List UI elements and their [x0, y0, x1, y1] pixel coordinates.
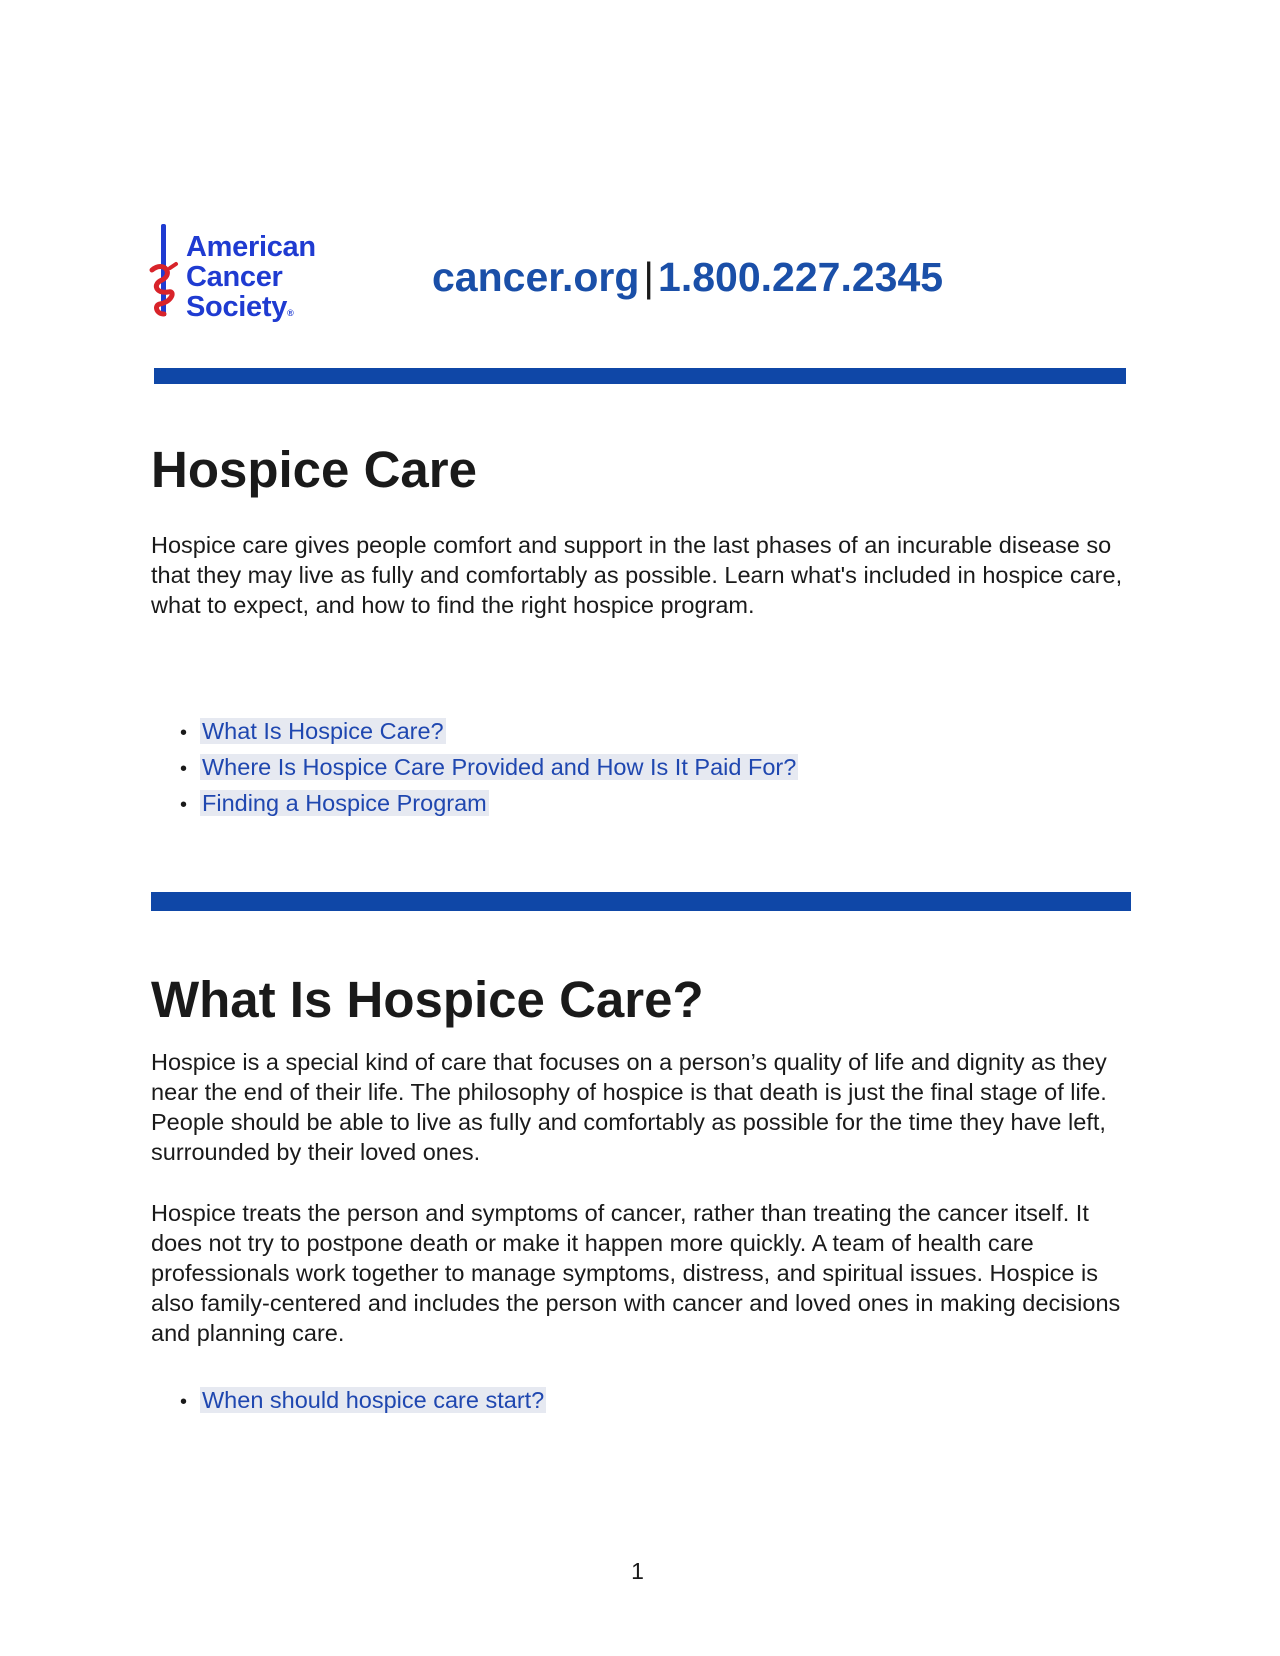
toc-item	[180, 750, 798, 786]
table-of-contents	[180, 714, 798, 822]
logo-line-3: Society®	[186, 291, 294, 323]
section-link-item	[180, 1383, 546, 1419]
bullet: •	[180, 1391, 188, 1413]
bullet: •	[180, 794, 188, 816]
bullet: •	[180, 758, 188, 780]
intro-paragraph: Hospice care gives people comfort and support in the last phases of an incurable disease so that they may live as fully and comfortably as possible. Learn what's included in hospice care, what to expect, and how to find the right hospice program.	[151, 532, 1123, 618]
contact-separator: |	[643, 254, 655, 300]
page-number: 1	[631, 1558, 644, 1584]
section-paragraph-2: Hospice treats the person and symptoms of cancer, rather than treating the cancer itself. It does not try to postpone death or make it happen more quickly. A team of health care professionals work together to manage symptoms, distress, and spiritual issues. Hospice is also family-centered and includes the person with cancer and loved ones in making decisions and planning care.	[151, 1200, 1121, 1346]
link-when-start[interactable]: When should hospice care start?	[202, 1387, 545, 1413]
logo-line-2: Cancer	[186, 261, 283, 293]
site-link[interactable]: cancer.org	[432, 254, 640, 300]
page-title: Hospice Care	[151, 441, 477, 498]
toc-link-what-is-hospice[interactable]: What Is Hospice Care?	[202, 718, 444, 744]
toc-item	[180, 714, 798, 750]
toc-link-where-provided[interactable]: Where Is Hospice Care Provided and How Is It Paid For?	[202, 754, 797, 780]
logo-line-1: American	[186, 231, 316, 263]
toc-link-finding-program[interactable]: Finding a Hospice Program	[202, 790, 487, 816]
page-header	[148, 222, 1008, 332]
logo-wordmark	[186, 232, 316, 322]
acs-logo[interactable]	[148, 222, 348, 332]
phone-number[interactable]: 1.800.227.2345	[658, 254, 944, 300]
bullet: •	[180, 722, 188, 744]
section-title: What Is Hospice Care?	[151, 971, 704, 1028]
section-paragraph-1: Hospice is a special kind of care that focuses on a person’s quality of life and dignity as they near the end of their life. The philosophy of hospice is that death is just the final stage of life. People should be able to live as fully and comfortably as possible for the time they have left, surrounded by their loved ones.	[151, 1049, 1107, 1165]
toc-item	[180, 786, 798, 822]
registered-mark: ®	[287, 308, 294, 318]
sword-and-serpent-icon	[148, 222, 182, 332]
header-divider	[154, 368, 1126, 384]
contact-line	[432, 252, 943, 302]
section-links	[180, 1383, 546, 1419]
section-divider	[151, 892, 1131, 911]
